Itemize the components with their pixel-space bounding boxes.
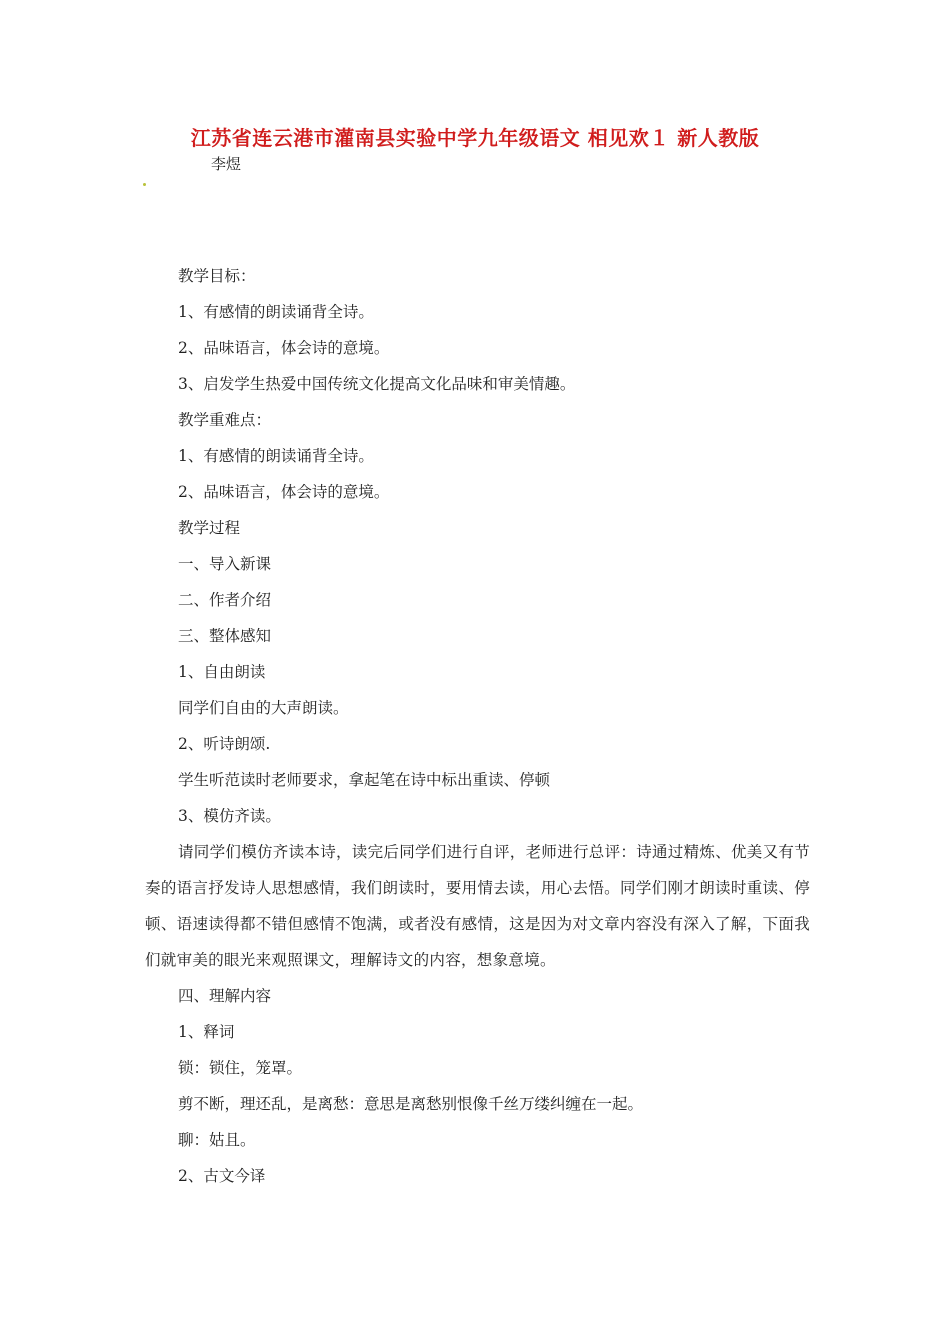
decorative-dot — [143, 183, 146, 186]
text-line: 3、启发学生热爱中国传统文化提高文化品味和审美情趣。 — [178, 375, 576, 393]
text-line: 锁：锁住，笼罩。 — [178, 1059, 303, 1077]
text-line: 同学们自由的大声朗读。 — [178, 699, 349, 717]
text-line: 一、导入新课 — [178, 555, 272, 573]
text-line: 四、理解内容 — [178, 987, 272, 1005]
text-line: 学生听范读时老师要求，拿起笔在诗中标出重读、停顿 — [178, 771, 551, 789]
text-line: 1、有感情的朗读诵背全诗。 — [178, 303, 374, 321]
text-line: 2、品味语言，体会诗的意境。 — [178, 483, 390, 501]
body-paragraph: 请同学们模仿齐读本诗，读完后同学们进行自评，老师进行总评：诗通过精炼、优美又有节奏的语言抒发诗人思想感情，我们朗读时，要用情去读，用心去悟。同学们刚才朗读时重读、停顿、语速读得都不错但感情不饱满，或者没有感情，这是因为对文章内容没有深入了解，下面我们就审美的眼光来观照课文，理解诗文的内容，想象意境。 — [145, 843, 811, 969]
author-name: 李煜 — [211, 155, 242, 173]
text-line: 教学目标： — [178, 267, 256, 285]
text-line: 1、释词 — [178, 1023, 235, 1041]
text-line: 剪不断，理还乱，是离愁：意思是离愁别恨像千丝万缕纠缠在一起。 — [178, 1095, 644, 1113]
text-line: 1、自由朗读 — [178, 663, 266, 681]
text-line: 教学过程 — [178, 519, 241, 537]
text-line: 聊：姑且。 — [178, 1131, 256, 1149]
text-line: 2、品味语言，体会诗的意境。 — [178, 339, 390, 357]
text-line: 2、听诗朗颂. — [178, 735, 271, 753]
text-line: 1、有感情的朗读诵背全诗。 — [178, 447, 374, 465]
document-body — [145, 258, 810, 1194]
text-line: 三、整体感知 — [178, 627, 272, 645]
text-line: 3、模仿齐读。 — [178, 807, 281, 825]
document-title: 江苏省连云港市灌南县实验中学九年级语文 相见欢１ 新人教版 — [190, 126, 760, 150]
text-line: 教学重难点： — [178, 411, 272, 429]
text-line: 2、古文今译 — [178, 1167, 266, 1185]
text-line: 二、作者介绍 — [178, 591, 272, 609]
